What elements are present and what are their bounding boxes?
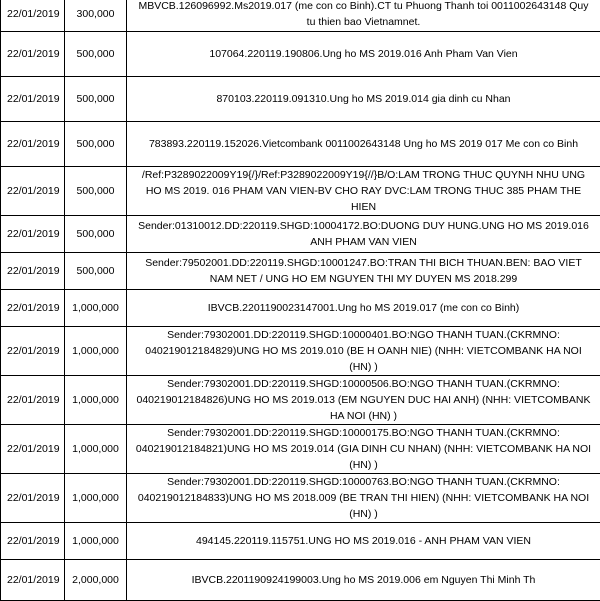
date-cell: 22/01/2019 <box>1 32 65 77</box>
date-cell: 22/01/2019 <box>1 167 65 216</box>
amount-cell: 2,000,000 <box>65 560 127 601</box>
description-cell: 107064.220119.190806.Ung ho MS 2019.016 Anh Pham Van Vien <box>127 32 600 77</box>
table-row <box>1 77 600 122</box>
date-cell: 22/01/2019 <box>1 376 65 425</box>
table-row <box>1 122 600 167</box>
description-cell: 870103.220119.091310.Ung ho MS 2019.014 gia dinh cu Nhan <box>127 77 600 122</box>
date-cell: 22/01/2019 <box>1 523 65 560</box>
table-row <box>1 376 600 425</box>
table-row <box>1 327 600 376</box>
table-row <box>1 0 600 32</box>
description-cell: IBVCB.2201190924199003.Ung ho MS 2019.006 em Nguyen Thi Minh Th <box>127 560 600 601</box>
description-cell: 494145.220119.115751.UNG HO MS 2019.016 - ANH PHAM VAN VIEN <box>127 523 600 560</box>
amount-cell: 1,000,000 <box>65 290 127 327</box>
date-cell: 22/01/2019 <box>1 474 65 523</box>
amount-cell: 500,000 <box>65 167 127 216</box>
amount-cell: 500,000 <box>65 77 127 122</box>
table-row <box>1 216 600 253</box>
description-cell: Sender:79302001.DD:220119.SHGD:10000763.BO:NGO THANH TUAN.(CKRMNO: 040219012184833)UNG HO MS 2018.009 (BE TRAN THI HIEN) (NHH: VIETCOMBANK HA NOI (HN) ) <box>127 474 600 523</box>
description-cell: IBVCB.2201190023147001.Ung ho MS 2019.017 (me con co Binh) <box>127 290 600 327</box>
description-cell: Sender:79302001.DD:220119.SHGD:10000506.BO:NGO THANH TUAN.(CKRMNO: 040219012184826)UNG HO MS 2019.013 (EM NGUYEN DUC HAI ANH) (NHH: VIETCOMBANK HA NOI (HN) ) <box>127 376 600 425</box>
table-row <box>1 32 600 77</box>
description-cell: Sender:79302001.DD:220119.SHGD:10000175.BO:NGO THANH TUAN.(CKRMNO: 040219012184821)UNG HO MS 2019.014 (GIA DINH CU NHAN) (NHH: VIETCOMBANK HA NOI (HN) ) <box>127 425 600 474</box>
amount-cell: 500,000 <box>65 32 127 77</box>
date-cell: 22/01/2019 <box>1 327 65 376</box>
description-cell: Sender:79502001.DD:220119.SHGD:10001247.BO:TRAN THI BICH THUAN.BEN: BAO VIET NAM NET / UNG HO EM NGUYEN THI MY DUYEN MS 2018.299 <box>127 253 600 290</box>
amount-cell: 300,000 <box>65 0 127 32</box>
description-cell: 783893.220119.152026.Vietcombank 0011002643148 Ung ho MS 2019 017 Me con co Binh <box>127 122 600 167</box>
date-cell: 22/01/2019 <box>1 290 65 327</box>
table-row <box>1 290 600 327</box>
table-row <box>1 425 600 474</box>
table-row <box>1 560 600 601</box>
date-cell: 22/01/2019 <box>1 0 65 32</box>
date-cell: 22/01/2019 <box>1 77 65 122</box>
amount-cell: 1,000,000 <box>65 327 127 376</box>
amount-cell: 500,000 <box>65 216 127 253</box>
description-cell: Sender:79302001.DD:220119.SHGD:10000401.BO:NGO THANH TUAN.(CKRMNO: 040219012184829)UNG HO MS 2019.010 (BE H OANH NIE) (NHH: VIETCOMBANK HA NOI (HN) ) <box>127 327 600 376</box>
date-cell: 22/01/2019 <box>1 122 65 167</box>
table-row <box>1 167 600 216</box>
date-cell: 22/01/2019 <box>1 216 65 253</box>
amount-cell: 1,000,000 <box>65 425 127 474</box>
amount-cell: 500,000 <box>65 122 127 167</box>
amount-cell: 1,000,000 <box>65 376 127 425</box>
date-cell: 22/01/2019 <box>1 253 65 290</box>
description-cell: Sender:01310012.DD:220119.SHGD:10004172.BO:DUONG DUY HUNG.UNG HO MS 2019.016 ANH PHAM VAN VIEN <box>127 216 600 253</box>
description-cell: MBVCB.126096992.Ms2019.017 (me con co Binh).CT tu Phuong Thanh toi 0011002643148 Quy tu thien bao Vietnamnet. <box>127 0 600 32</box>
table-row <box>1 523 600 560</box>
amount-cell: 1,000,000 <box>65 523 127 560</box>
amount-cell: 1,000,000 <box>65 474 127 523</box>
table-row <box>1 253 600 290</box>
description-cell: /Ref:P3289022009Y19{/}/Ref:P3289022009Y19{//}B/O:LAM TRONG THUC QUYNH NHU UNG HO MS 2019. 016 PHAM VAN VIEN-BV CHO RAY DVC:LAM TRONG THUC 385 PHAM THE HIEN <box>127 167 600 216</box>
table-row <box>1 474 600 523</box>
date-cell: 22/01/2019 <box>1 560 65 601</box>
date-cell: 22/01/2019 <box>1 425 65 474</box>
amount-cell: 500,000 <box>65 253 127 290</box>
